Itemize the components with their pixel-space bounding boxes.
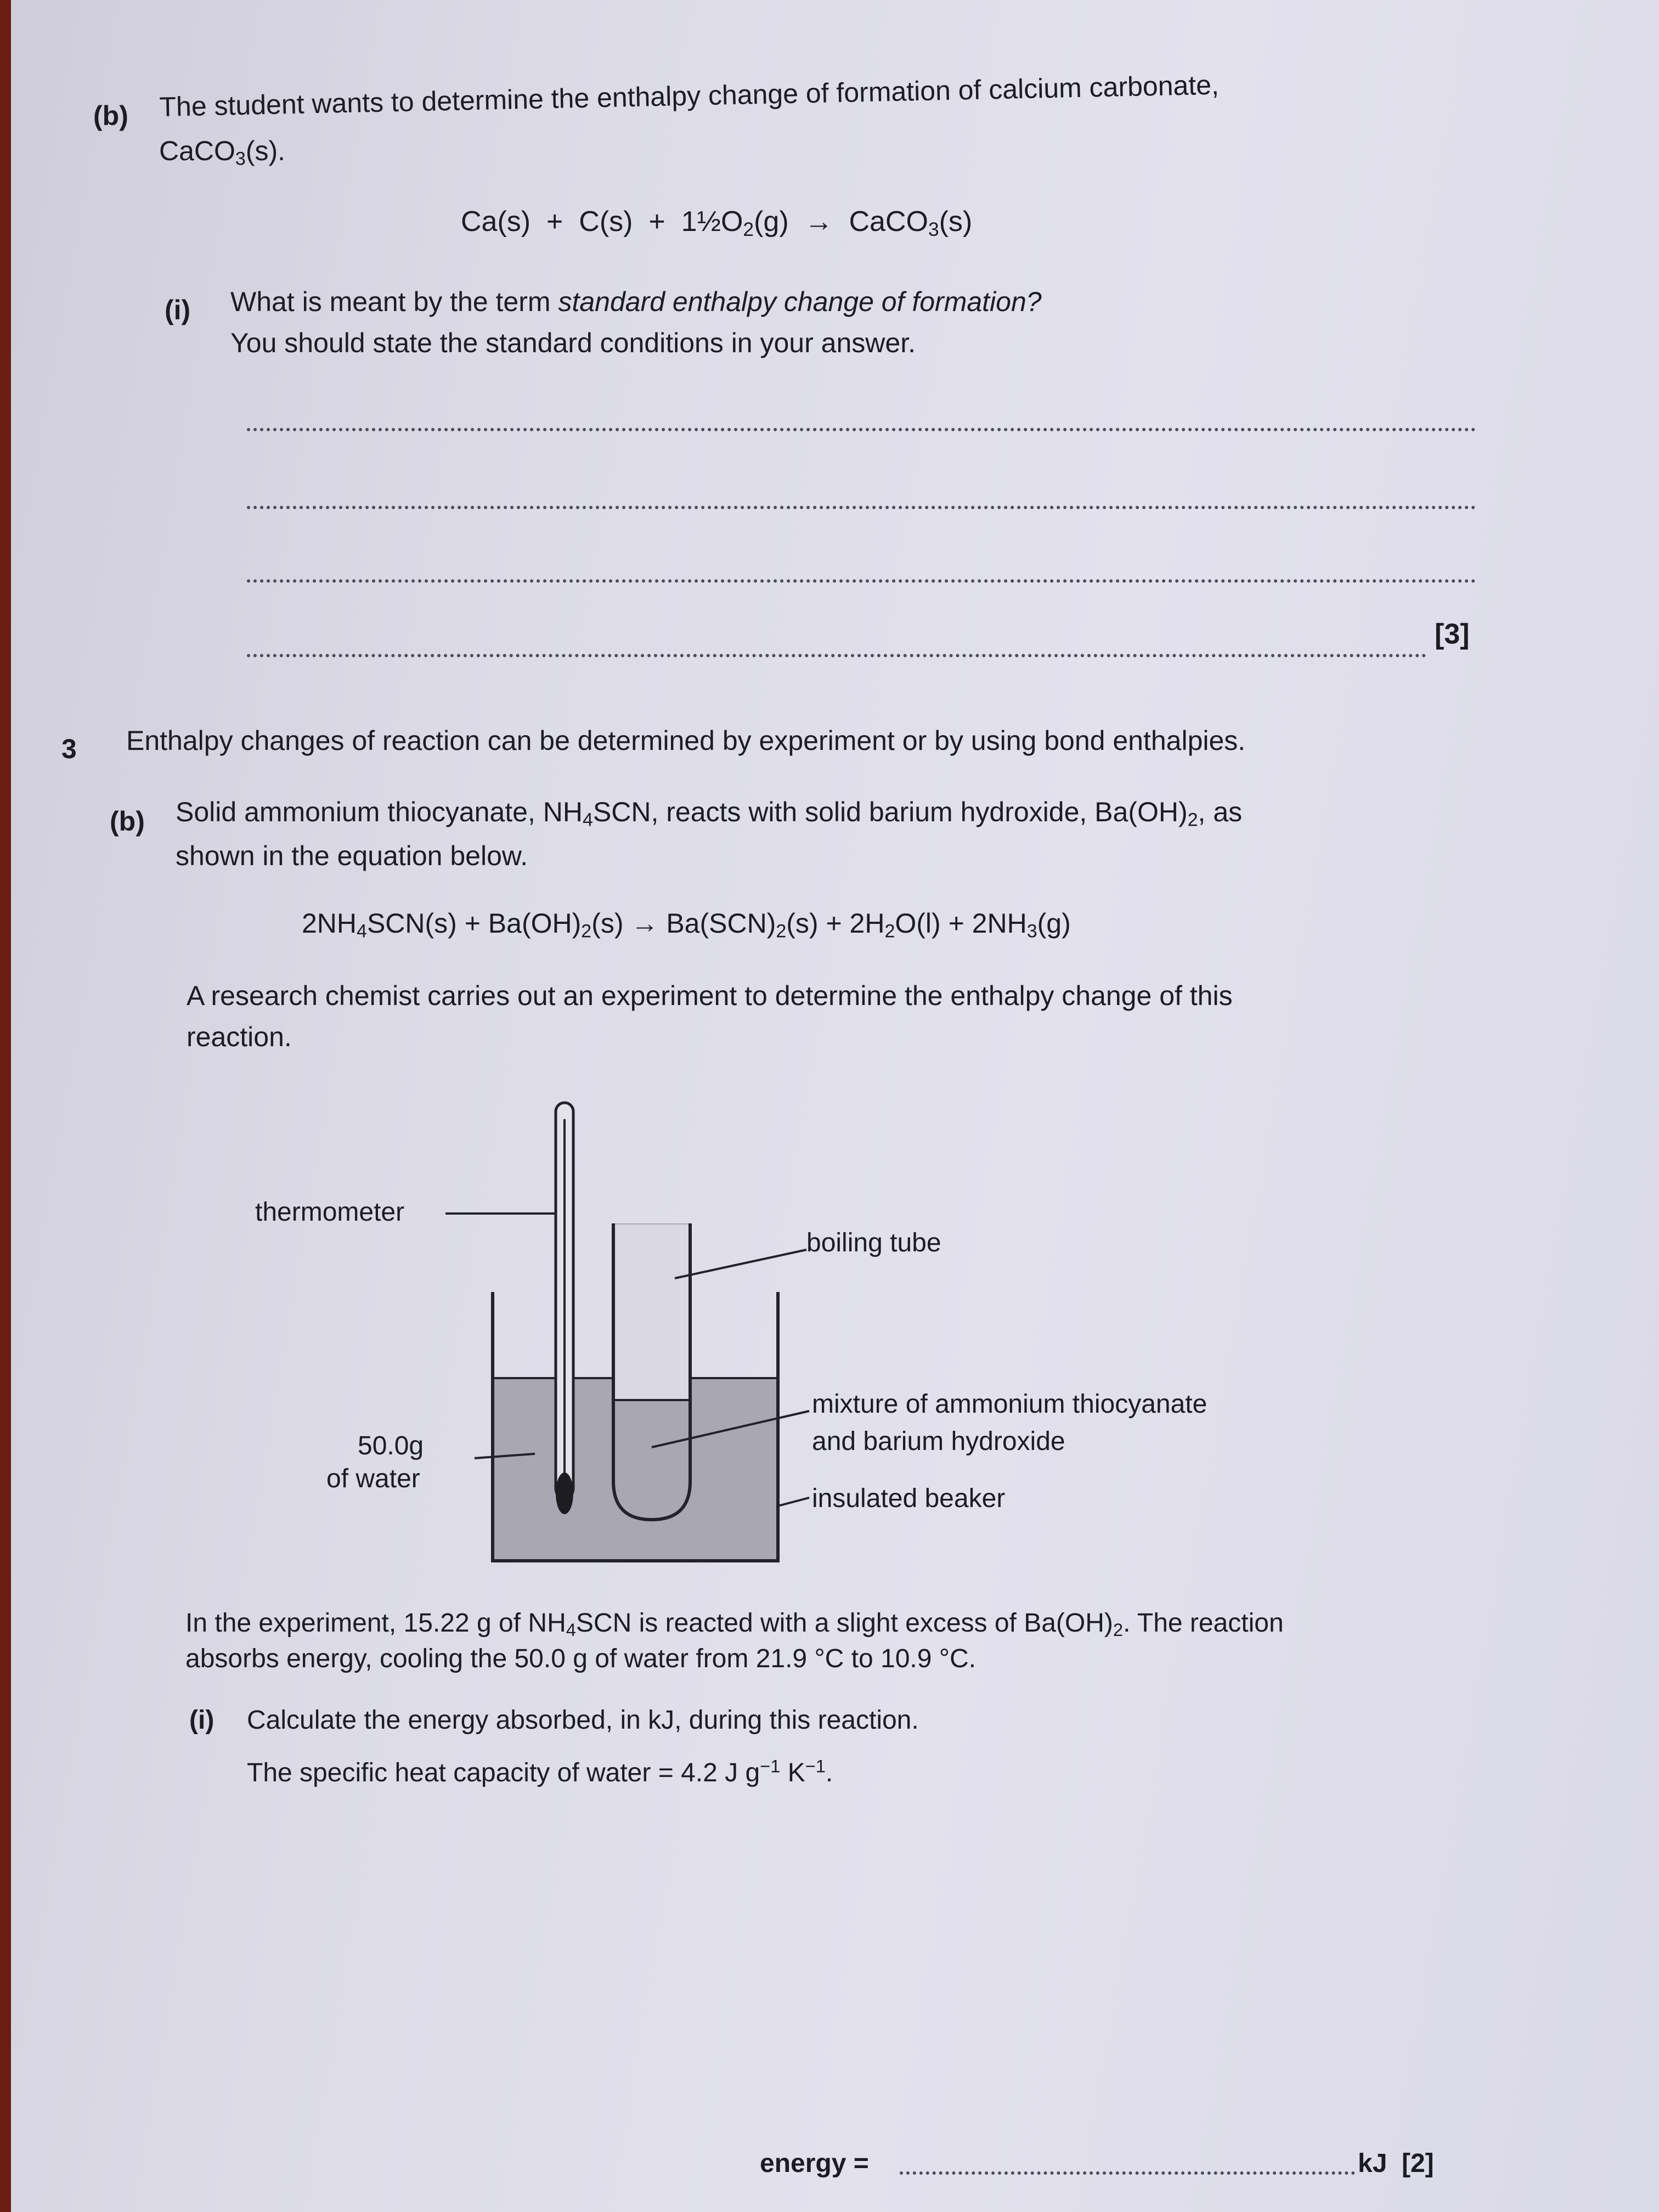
energy-label: energy = xyxy=(760,2149,869,2178)
label-thermometer: thermometer xyxy=(255,1198,405,1227)
formation-equation: $Ca(s) + C(s) + 1\frac{1}{2}O_2(g)$ → CaCO$_3$(s) xyxy=(461,206,973,240)
question-number: 3 xyxy=(61,733,77,764)
exam-page xyxy=(11,0,1659,2212)
sub-label-i-top: (i) xyxy=(165,295,191,325)
apparatus-diagram xyxy=(11,0,1659,2212)
reaction-description-line1: Solid ammonium thiocyanate, $NH_4SCN$, reacts with solid barium hydroxide, $Ba(OH)_2$, as xyxy=(176,797,1243,831)
calculate-instruction: Calculate the energy absorbed, in kJ, during this reaction. xyxy=(247,1706,919,1735)
experiment-line1: In the experiment, 15.22 g of $NH_4SCN$ is reacted with a slight excess of $Ba(OH)_2$. The reaction xyxy=(185,1609,1284,1640)
marks-2: [2] xyxy=(1402,2149,1434,2178)
reaction-description-line2: shown in the equation below. xyxy=(176,840,528,871)
part-label-b-q3: (b) xyxy=(110,806,145,837)
experiment-line2: absorbs energy, cooling the 50.0 g of water from 21.9 °C to 10.9 °C. xyxy=(185,1644,976,1673)
energy-answer-line[interactable] xyxy=(900,2171,1355,2175)
beaker-leader xyxy=(778,1498,809,1506)
chemist-text-line1: A research chemist carries out an experiment to determine the enthalpy change of this xyxy=(187,980,1233,1011)
label-boiling-tube: boiling tube xyxy=(806,1228,941,1257)
part-label-b: (b) xyxy=(93,100,128,131)
question3-title: Enthalpy changes of reaction can be determined by experiment or by using bond enthalpies. xyxy=(126,725,1246,756)
reaction-equation: $2NH_4SCN(s) + Ba(OH)_2(s) \to Ba(SCN)_2(s) + 2H_2O(l) + 2NH_3(g)$ xyxy=(302,908,1071,942)
sub-label-i-q3: (i) xyxy=(189,1706,215,1735)
definition-question: What is meant by the term standard enthalpy change of formation? xyxy=(230,286,1042,317)
chemist-text-line2: reaction. xyxy=(187,1022,292,1052)
intro-text-line1: The student wants to determine the enthalpy change of formation of calcium carbonate, xyxy=(159,69,1220,122)
label-water-mass: 50.0g xyxy=(358,1431,424,1460)
energy-unit: kJ xyxy=(1358,2149,1387,2178)
label-mixture-line1: mixture of ammonium thiocyanate xyxy=(812,1390,1207,1419)
intro-text-line2: CaCO$_3$(s). xyxy=(159,136,286,170)
thermometer-bulb xyxy=(556,1472,573,1514)
label-water: of water xyxy=(326,1464,420,1493)
label-insulated-beaker: insulated beaker xyxy=(812,1484,1006,1513)
specific-heat-capacity: The specific heat capacity of water = 4.2 J $g^{-1}$ $K^{-1}$. xyxy=(247,1756,833,1787)
conditions-instruction: You should state the standard conditions in your answer. xyxy=(230,328,916,358)
boiling-tube-leader xyxy=(675,1250,806,1278)
boiling-tube-empty xyxy=(615,1224,689,1400)
marks-3: [3] xyxy=(1435,618,1470,650)
label-mixture-line2: and barium hydroxide xyxy=(812,1427,1065,1456)
